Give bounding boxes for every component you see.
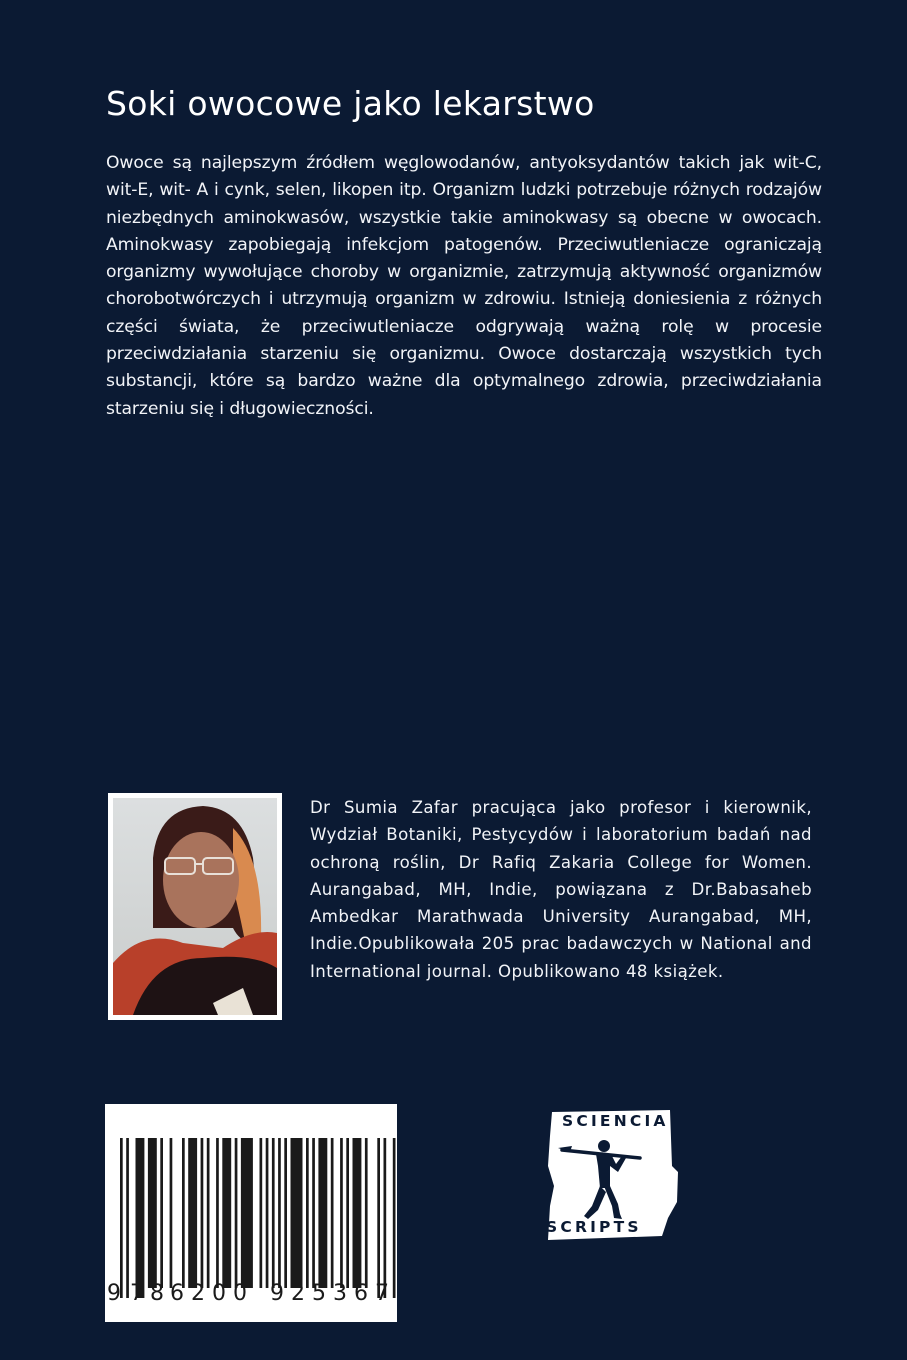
isbn-digit: 2 bbox=[191, 1281, 205, 1306]
barcode-bar bbox=[120, 1138, 123, 1298]
isbn-digit: 7 bbox=[375, 1281, 389, 1306]
barcode-bar bbox=[331, 1138, 334, 1288]
barcode-bar bbox=[272, 1138, 275, 1288]
isbn-digit: 2 bbox=[291, 1281, 305, 1306]
barcode-bar bbox=[201, 1138, 204, 1288]
barcode-bar bbox=[222, 1138, 231, 1288]
barcode-bar bbox=[278, 1138, 281, 1288]
barcode-bar bbox=[260, 1138, 263, 1288]
author-bio: Dr Sumia Zafar pracująca jako profesor i kierownik, Wydział Botaniki, Pestycydów i laboratorium badań nad ochroną roślin, Dr Rafiq Zakaria College for Women. Aurangabad, MH, Indie, powiązana z Dr.Babasaheb Ambedkar Marathwada University Aurangabad, MH, Indie.Opublikowała 205 prac badawczych w National and International journal. Opublikowano 48 książek. bbox=[310, 798, 812, 981]
book-description: Owoce są najlepszym źródłem węglowodanów, antyoksydantów takich jak wit-C, wit-E, wit- A i cynk, selen, likopen itp. Organizm ludzki potrzebuje różnych rodzajów niezbędnych aminokwasów, wszystkie takie aminokwasy są obecne w owocach. Aminokwasy zapobiegają infekcjom patogenów. Przeciwutleniacze ograniczają organizmy wywołujące choroby w organizmie, zatrzymują aktywność organizmów chorobotwórczych i utrzymują organizm w zdrowiu. Istnieją doniesienia z różnych części świata, że przeciwutleniacze odgrywają ważną rolę w procesie przeciwdziałania starzeniu się organizmu. Owoce dostarczają wszystkich tych substancji, które są bardzo ważne dla optymalnego zdrowia, przeciwdziałania starzeniu się i długowieczności. bbox=[106, 153, 822, 419]
isbn-digit: 0 bbox=[233, 1281, 247, 1306]
barcode-bar bbox=[170, 1138, 173, 1288]
barcode-bar bbox=[148, 1138, 157, 1288]
barcode-bar bbox=[241, 1138, 253, 1288]
barcode-bar bbox=[318, 1138, 327, 1288]
barcode-bar bbox=[216, 1138, 219, 1288]
author-photo bbox=[108, 793, 282, 1020]
publisher-name-line1: SCIENCIA bbox=[562, 1112, 669, 1130]
barcode-bar bbox=[284, 1138, 287, 1288]
isbn-barcode bbox=[105, 1104, 397, 1322]
barcode-bar bbox=[207, 1138, 210, 1288]
publisher-logo bbox=[544, 1106, 684, 1242]
isbn-digit: 3 bbox=[333, 1281, 347, 1306]
isbn-digit: 6 bbox=[354, 1281, 368, 1306]
book-title: Soki owocowe jako lekarstwo bbox=[106, 84, 595, 123]
barcode-bar bbox=[266, 1138, 269, 1288]
barcode-bar bbox=[306, 1138, 309, 1288]
barcode-bar bbox=[353, 1138, 362, 1288]
barcode-bar bbox=[136, 1138, 145, 1298]
barcode-bar bbox=[384, 1138, 387, 1298]
isbn-digit: 6 bbox=[170, 1281, 184, 1306]
barcode-bar bbox=[377, 1138, 380, 1298]
isbn-number bbox=[105, 1280, 397, 1308]
isbn-digit: 8 bbox=[150, 1281, 164, 1306]
isbn-digit: 5 bbox=[312, 1281, 326, 1306]
barcode-bar bbox=[126, 1138, 129, 1298]
barcode-bar bbox=[393, 1138, 396, 1298]
isbn-digit: 0 bbox=[212, 1281, 226, 1306]
isbn-digit: 9 bbox=[107, 1281, 121, 1306]
barcode-bar bbox=[365, 1138, 368, 1288]
barcode-bar bbox=[346, 1138, 349, 1288]
author-portrait-icon bbox=[113, 798, 277, 1015]
barcode-bar bbox=[291, 1138, 303, 1288]
barcode-bar bbox=[312, 1138, 315, 1288]
barcode-bar bbox=[235, 1138, 238, 1288]
barcode-bar bbox=[182, 1138, 185, 1288]
isbn-digit: 9 bbox=[270, 1281, 284, 1306]
barcode-bar bbox=[160, 1138, 163, 1288]
barcode-bar bbox=[188, 1138, 197, 1288]
isbn-digit: 7 bbox=[130, 1281, 144, 1306]
barcode-bar bbox=[340, 1138, 343, 1288]
publisher-name-line2: SCRIPTS bbox=[546, 1218, 642, 1236]
